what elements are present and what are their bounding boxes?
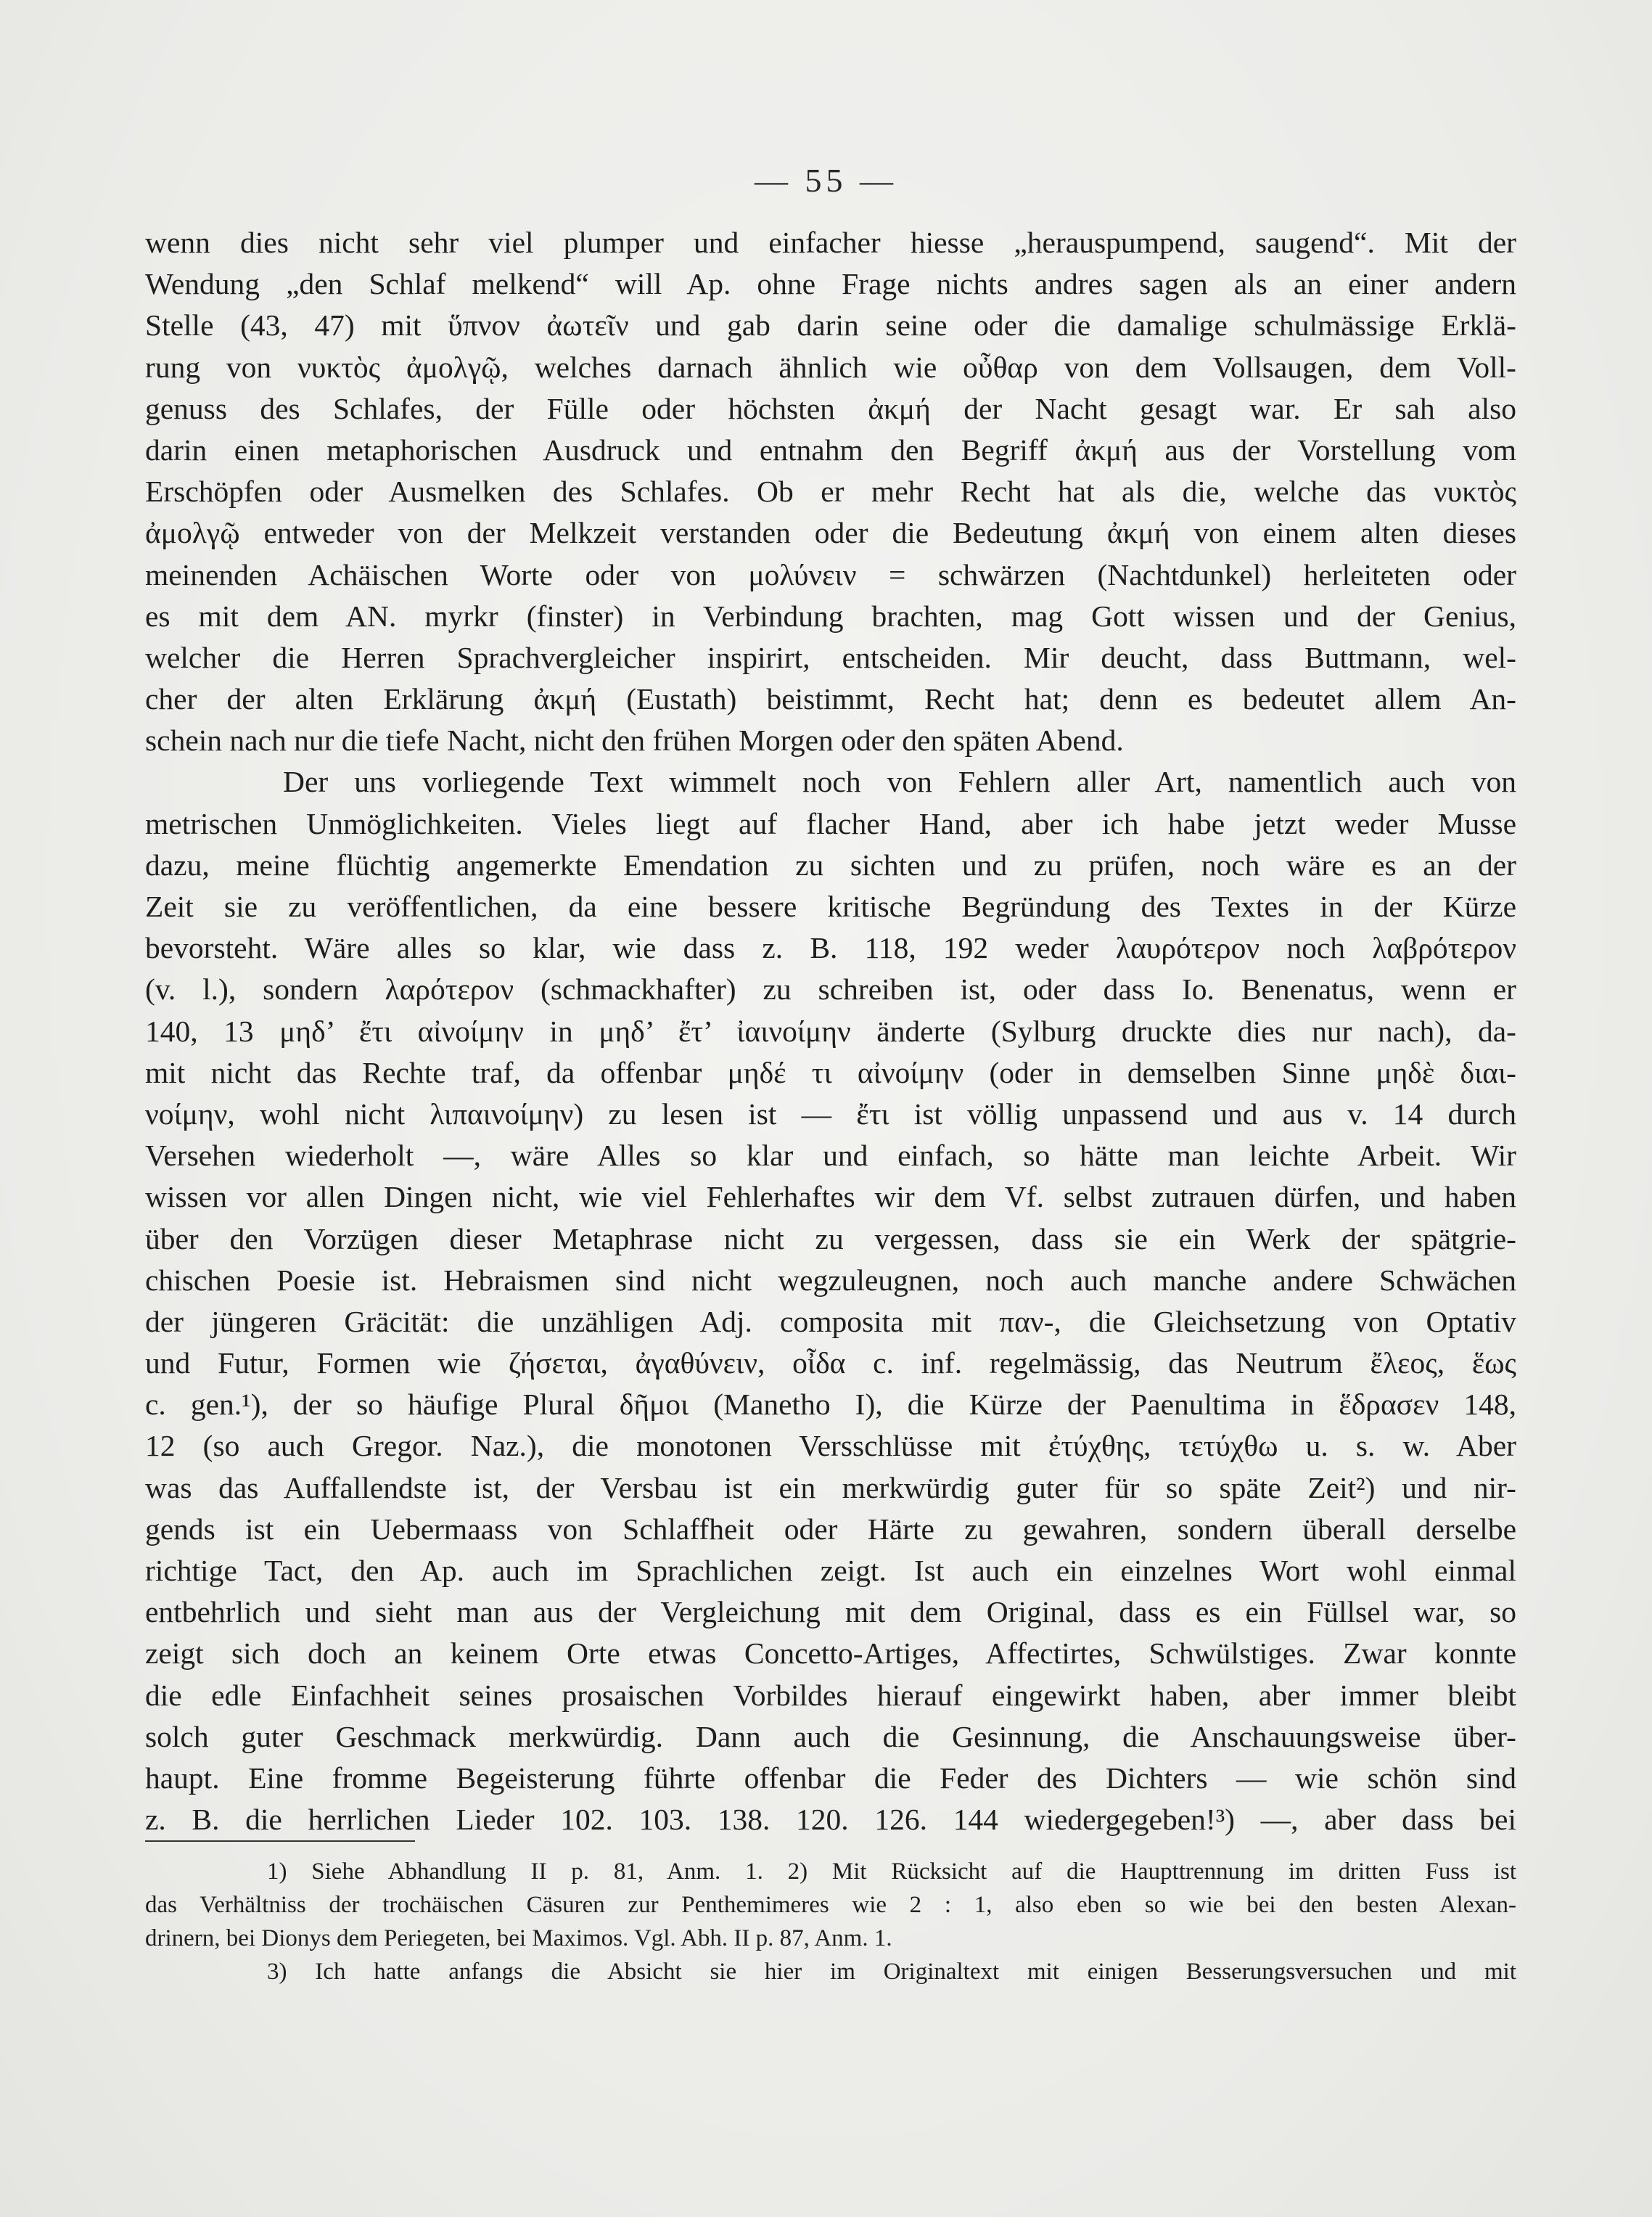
footnotes bbox=[145, 1855, 1516, 1988]
text-line: (v. l.), sondern λαρότερον (schmackhafter) zu schreiben ist, oder dass Io. Benenatus, wenn er bbox=[145, 972, 1516, 1007]
text-line: Versehen wiederholt —, wäre Alles so klar und einfach, so hätte man leichte Arbeit. Wir bbox=[145, 1139, 1516, 1173]
text-line: Zeit sie zu veröffentlichen, da eine bessere kritische Begründung des Textes in der Kürze bbox=[145, 890, 1516, 923]
text-line: cher der alten Erklärung ἀκμή (Eustath) beistimmt, Recht hat; denn es bedeutet allem An- bbox=[145, 682, 1516, 716]
text-line: welcher die Herren Sprachvergleicher inspirirt, entscheiden. Mir deucht, dass Buttmann, wel- bbox=[145, 640, 1516, 674]
text-line: es mit dem AN. myrkr (finster) in Verbindung brachten, mag Gott wissen und der Genius, bbox=[145, 599, 1516, 633]
paragraph-start-line: Der uns vorliegende Text wimmelt noch von Fehlern aller Art, namentlich auch von bbox=[283, 765, 1516, 799]
footnote-line: 1) Siehe Abhandlung II p. 81, Anm. 1. 2) Mit Rücksicht auf die Haupttrennung im dritten Fuss ist bbox=[267, 1859, 1516, 1885]
text-line: gends ist ein Uebermaass von Schlaffheit oder Härte zu gewahren, sondern überall derselbe bbox=[145, 1512, 1516, 1546]
text-line: was das Auffallendste ist, der Versbau ist ein merkwürdig guter für so späte Zeit²) und nir- bbox=[145, 1470, 1516, 1504]
footnote-line: das Verhältniss der trochäischen Cäsuren zur Penthemimeres wie 2 : 1, also eben so wie bei den besten Alexan- bbox=[145, 1892, 1516, 1918]
text-line: genuss des Schlafes, der Fülle oder höchsten ἀκμή der Nacht gesagt war. Er sah also bbox=[145, 391, 1516, 425]
text-line: wissen vor allen Dingen nicht, wie viel Fehlerhaftes wir dem Vf. selbst zutrauen dürfen, und haben bbox=[145, 1180, 1516, 1214]
footnote-line: drinern, bei Dionys dem Periegeten, bei Maximos. Vgl. Abh. II p. 87, Anm. 1. bbox=[145, 1925, 892, 1951]
footnote-divider bbox=[145, 1840, 415, 1842]
text-line: bevorsteht. Wäre alles so klar, wie dass z. B. 118, 192 weder λαυρότερον noch λαβρότερον bbox=[145, 931, 1516, 965]
text-line: zeigt sich doch an keinem Orte etwas Concetto-Artiges, Affectirtes, Schwülstiges. Zwar konnte bbox=[145, 1636, 1516, 1671]
text-line: wenn dies nicht sehr viel plumper und einfacher hiesse „herauspumpend, saugend“. Mit der bbox=[145, 226, 1516, 259]
page-number: — 55 — bbox=[755, 162, 897, 199]
text-line: der jüngeren Gräcität: die unzähligen Adj. composita mit παν-, die Gleichsetzung von Optativ bbox=[145, 1304, 1516, 1338]
text-line: solch guter Geschmack merkwürdig. Dann auch die Gesinnung, die Anschauungsweise über- bbox=[145, 1719, 1516, 1753]
text-line: z. B. die herrlichen Lieder 102. 103. 138. 120. 126. 144 wiedergegeben!³) —, aber dass bei bbox=[145, 1803, 1516, 1837]
text-line: darin einen metaphorischen Ausdruck und entnahm den Begriff ἀκμή aus der Vorstellung vom bbox=[145, 433, 1516, 467]
text-line: Erschöpfen oder Ausmelken des Schlafes. Ob er mehr Recht hat als die, welche das νυκτὸς bbox=[145, 475, 1516, 509]
body-text bbox=[145, 222, 1516, 1840]
text-line: 140, 13 μηδ’ ἔτι αἰνοίμην in μηδ’ ἔτ’ ἰαινοίμην änderte (Sylburg druckte dies nur nach), da- bbox=[145, 1014, 1516, 1048]
text-line: meinenden Achäischen Worte oder von μολύνειν = schwärzen (Nachtdunkel) herleiteten oder bbox=[145, 557, 1516, 591]
text-line: über den Vorzügen dieser Metaphrase nicht zu vergessen, dass sie ein Werk der spätgrie- bbox=[145, 1221, 1516, 1255]
text-line: und Futur, Formen wie ζήσεται, ἀγαθύνειν, οἶδα c. inf. regelmässig, das Neutrum ἔλεος, ἕως bbox=[145, 1346, 1516, 1380]
text-line: die edle Einfachheit seines prosaischen Vorbildes hierauf eingewirkt haben, aber immer bleibt bbox=[145, 1678, 1516, 1712]
text-line: entbehrlich und sieht man aus der Vergleichung mit dem Original, dass es ein Füllsel war, so bbox=[145, 1595, 1516, 1629]
text-line: Stelle (43, 47) mit ὕπνον ἀωτεῖν und gab darin seine oder die damalige schulmässige Erklä- bbox=[145, 308, 1516, 343]
text-line: c. gen.¹), der so häufige Plural δῆμοι (Manetho I), die Kürze der Paenultima in ἕδρασεν 148, bbox=[145, 1388, 1516, 1422]
text-line: dazu, meine flüchtig angemerkte Emendation zu sichten und zu prüfen, noch wäre es an der bbox=[145, 848, 1516, 882]
text-line: 12 (so auch Gregor. Naz.), die monotonen Versschlüsse mit ἐτύχθης, τετύχθω u. s. w. Aber bbox=[145, 1429, 1516, 1463]
text-line: νοίμην, wohl nicht λιπαινοίμην) zu lesen ist — ἔτι ist völlig unpassend und aus v. 14 durch bbox=[145, 1097, 1516, 1131]
text-line: schein nach nur die tiefe Nacht, nicht den frühen Morgen oder den späten Abend. bbox=[145, 724, 1124, 758]
text-line: chischen Poesie ist. Hebraismen sind nicht wegzuleugnen, noch auch manche andere Schwächen bbox=[145, 1263, 1516, 1297]
text-line: Wendung „den Schlaf melkend“ will Ap. ohne Frage nichts andres sagen als an einer andern bbox=[145, 267, 1516, 301]
text-line: ἀμολγῷ entweder von der Melkzeit verstanden oder die Bedeutung ἀκμή von einem alten dieses bbox=[145, 516, 1516, 550]
text-line: rung von νυκτὸς ἀμολγῷ, welches darnach ähnlich wie οὖθαρ von dem Vollsaugen, dem Voll- bbox=[145, 350, 1516, 384]
text-line: mit nicht das Rechte traf, da offenbar μηδέ τι αἰνοίμην (oder in demselben Sinne μηδὲ διαι- bbox=[145, 1055, 1516, 1089]
text-line: haupt. Eine fromme Begeisterung führte offenbar die Feder des Dichters — wie schön sind bbox=[145, 1761, 1516, 1795]
footnote-line: 3) Ich hatte anfangs die Absicht sie hier im Originaltext mit einigen Besserungsversuchen und mit bbox=[267, 1959, 1516, 1985]
text-line: metrischen Unmöglichkeiten. Vieles liegt auf flacher Hand, aber ich habe jetzt weder Musse bbox=[145, 806, 1516, 840]
text-line: richtige Tact, den Ap. auch im Sprachlichen zeigt. Ist auch ein einzelnes Wort wohl einmal bbox=[145, 1554, 1516, 1587]
